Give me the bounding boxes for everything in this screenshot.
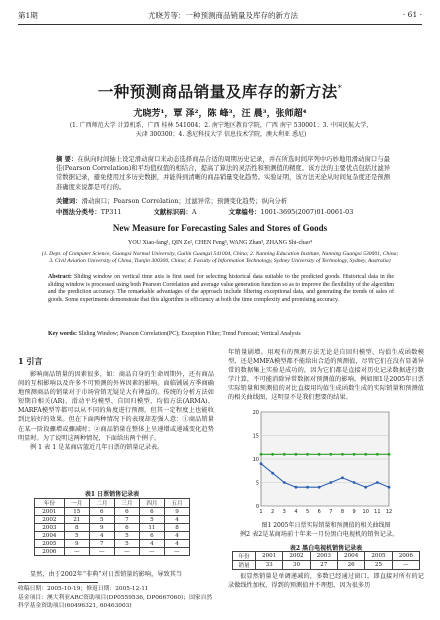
table-2-grid <box>232 551 420 570</box>
table-row <box>35 532 190 540</box>
table-cell: 25 <box>365 561 392 570</box>
table-cell: 9 <box>164 508 189 516</box>
authors-en: YOU Xiao-fang¹, QIN Ze², CHEN Feng³, WANG Zhan³, ZHANG Shi-chao⁴ <box>128 240 312 246</box>
table-cell: 26 <box>337 561 364 570</box>
table-cell: 8 <box>164 524 189 532</box>
table-cell: 7 <box>114 516 139 524</box>
table-row <box>35 548 190 556</box>
table-header-cell: 三月 <box>114 499 139 508</box>
table-1 <box>34 489 190 556</box>
affiliations-cn <box>46 122 396 139</box>
code-value: A <box>191 208 197 216</box>
data-point <box>318 453 321 456</box>
code-label: 文献标识码： <box>153 208 192 216</box>
table-header-cell: 五月 <box>164 499 189 508</box>
y-tick-label: 10 <box>252 457 259 463</box>
clc-value: TP311 <box>100 208 122 216</box>
clc-label: 中图法分类号： <box>56 208 101 216</box>
keywords-en-text: Sliding Window; Pearson Correlation(PC); Exception Filter; Trend Forecast; Vertical Analysis <box>78 331 301 337</box>
table-row <box>35 524 190 532</box>
keywords-label: 关键词： <box>56 197 82 205</box>
table-cell: — <box>139 548 164 556</box>
example-2-text: 例2 表2是某商场前十年来一月份黑白电视机的销售记录。 <box>240 531 399 538</box>
table-1-grid <box>34 498 190 556</box>
table-cell: 8 <box>64 524 89 532</box>
x-tick-label: 10 <box>362 509 369 515</box>
x-tick-label: 11 <box>374 509 381 515</box>
x-tick-label: 7 <box>329 509 333 515</box>
table-cell: 2004 <box>35 532 65 540</box>
table-cell: 5 <box>89 516 114 524</box>
data-point <box>283 453 286 456</box>
data-point <box>271 472 274 475</box>
table-cell: — <box>89 548 114 556</box>
figure-1-line-chart <box>245 406 395 518</box>
data-point <box>376 453 379 456</box>
table-cell: 2002 <box>35 516 65 524</box>
table-cell: 4 <box>164 516 189 524</box>
table-cell: 4 <box>164 540 189 548</box>
keywords-en-label: Key words: <box>48 331 77 337</box>
data-point <box>318 486 321 489</box>
data-point <box>306 486 309 489</box>
data-point <box>260 453 263 456</box>
footnote <box>18 585 214 611</box>
x-tick-label: 12 <box>385 509 393 515</box>
data-point <box>306 453 309 456</box>
abstract-text: 在纵向时间轴上设定滑动窗口来动态选择商品合适的周期历史记录，并在所选时间序列中巧妙地用滑动窗口与最佳(Pearson Correlation)和平均值权值的相结合，提高了算法的灵活性和预测值的精度。该方法的主要优点包括过滤异常数据记录，避免使用过多历史数据，并能得到清晰的商品销量变化趋势。实验证明，该方法无论从时间复杂度还是预测准确度来说都是可行的。 <box>56 156 390 191</box>
title-text: 一种预测商品销量及库存的新方法 <box>97 82 338 101</box>
table-header-cell: 年份 <box>233 552 256 561</box>
table-cell: 2005 <box>35 540 65 548</box>
table-row <box>35 516 190 524</box>
table-cell: 7 <box>89 540 114 548</box>
body-paragraph: 很显然销量是单调递减的，多数已经通过窗口，即直接对所有的记录做线性加权，得到的预测值并不理想，因为很多历 <box>228 573 424 590</box>
running-title: 尤晓芳等：一种预测商品销量及库存的新方法 <box>148 11 298 20</box>
table-cell: 33 <box>256 561 283 570</box>
right-column <box>228 348 424 403</box>
x-tick-label: 1 <box>259 509 263 515</box>
table-header-row <box>35 499 190 508</box>
table-header-cell: 2003 <box>310 552 337 561</box>
table-cell: 2003 <box>35 524 65 532</box>
table-header-cell: 2002 <box>283 552 310 561</box>
data-point <box>329 453 332 456</box>
data-point <box>388 453 391 456</box>
issue-number: 第1期 <box>18 11 38 20</box>
table-cell: 4 <box>139 540 164 548</box>
table-cell: 5 <box>139 516 164 524</box>
x-tick-label: 6 <box>317 509 321 515</box>
table-cell: 2006 <box>35 548 65 556</box>
abstract-en <box>48 274 394 304</box>
table-header-cell: 二月 <box>89 499 114 508</box>
table-cell: — <box>64 548 89 556</box>
abstract-en-text: Sliding window on vertical time axis is first used for selecting historical data suitable to the predicted goods. Historical data in the sliding window is processed using both Pearson Correlation and average value generation function so as to improve the flexibility of the algorithm and the prediction accuracy. The remarkable advantages of the approach include filtering exceptional data, and generating the trends of sales of goods. Some experiments demonstrate that this algorithm is efficiency at both the time complexity and promising accuracy. <box>48 274 394 303</box>
x-tick-label: 3 <box>282 509 286 515</box>
y-tick-label: 20 <box>252 410 259 416</box>
table-1-caption: 表1 日票销售记录表 <box>84 491 140 498</box>
data-point <box>353 453 356 456</box>
abstract-en-label: Abstract: <box>48 274 72 280</box>
table-row <box>233 561 420 570</box>
table-cell: — <box>114 548 139 556</box>
left-column <box>18 370 214 452</box>
data-point <box>341 476 344 479</box>
table-header-row <box>233 552 420 561</box>
table-cell: 6 <box>89 508 114 516</box>
table-cell: 5 <box>114 532 139 540</box>
x-tick-label: 5 <box>305 509 310 515</box>
table-header-cell: 2006 <box>392 552 419 561</box>
table-header-cell: 2001 <box>256 552 283 561</box>
table-cell: 5 <box>114 540 139 548</box>
table-cell: 11 <box>139 524 164 532</box>
body-paragraph: 年销量剧增。用观有的预测方法无论是自回归模型、均值生成函数模型，还是MMFA模型都不能给出合适的预测值，尽管它们在没有显著异常的数据集上实验是成功的，因为它们都是直接对历史记录数据进行数学计算，不可能消除异常数据对预测值的影响。例如图1是2005年日票实际销量和预测值的对比直接用均值生成函数生成的实际销量和预测值的相关曲线图，这明显不是我们想要的结果。 <box>228 349 424 402</box>
table-header-cell: 四月 <box>139 499 164 508</box>
x-tick-label: 4 <box>294 509 298 515</box>
x-tick-label: 2 <box>271 509 275 515</box>
data-point <box>376 481 379 484</box>
table-cell: 6 <box>139 508 164 516</box>
article-value: 1001-3695(2007)01-0061-03 <box>260 208 354 216</box>
table-cell: 4 <box>89 532 114 540</box>
table-2 <box>232 551 420 570</box>
data-point <box>260 462 263 465</box>
running-header <box>18 8 422 25</box>
data-point <box>364 486 367 489</box>
table-cell: 6 <box>114 508 139 516</box>
data-point <box>388 486 391 489</box>
data-point <box>353 481 356 484</box>
table-header-cell: 一月 <box>64 499 89 508</box>
data-point <box>329 481 332 484</box>
figure-1-caption: 图1 2005年日票实际销量和预测值的相关曲线图 <box>261 522 391 529</box>
fund-info: 基金项目：澳大利亚ARC资助项目(DP0559536, DP0667060)；国家自然科学基金资助项目(60496321, 60463003) <box>18 594 213 609</box>
classification-info <box>56 207 390 216</box>
table-cell: — <box>392 561 419 570</box>
data-point <box>295 486 298 489</box>
table-cell: 4 <box>164 532 189 540</box>
affiliation-line: (1. 广西师范大学 计算机系，广西 桂林 541004；2. 南宁地区教育学院，广西 南宁 530001；3. 中国民航大学， <box>69 122 373 129</box>
table-cell: 15 <box>64 508 89 516</box>
affiliations-en: (1. Dept. of Computer Science, Guangxi Normal University, Guilin Guangxi 541004, China; 2. Nanning Education Institute, Nanning Guangxi 530001, China; 3. Civil Aviation University of China, Tianjin 300300, China; 4. Faculty of Information Technology, Sydney University of Technology, Sydney, Australia) <box>41 251 399 265</box>
data-point <box>271 453 274 456</box>
abstract-cn <box>56 155 390 192</box>
article-label: 文章编号： <box>228 208 261 216</box>
table-cell: 2001 <box>35 508 65 516</box>
table-cell: 9 <box>64 540 89 548</box>
table-cell: 5 <box>64 532 89 540</box>
data-point <box>283 481 286 484</box>
table-header-cell: 2004 <box>337 552 364 561</box>
table-2-caption: 表2 黑白电视机销售记录表 <box>289 545 363 552</box>
abstract-label: 摘 要： <box>56 156 78 163</box>
title-footnote-mark: * <box>337 83 343 93</box>
x-tick-label: 8 <box>340 509 345 515</box>
table-row <box>35 540 190 548</box>
keywords-cn <box>56 196 287 205</box>
table-cell: 21 <box>64 516 89 524</box>
page-number: · 61 · <box>402 10 422 19</box>
data-point <box>295 453 298 456</box>
table-row-label: 销量 <box>233 561 256 570</box>
section-heading: 1 引言 <box>18 356 43 366</box>
table-header-cell: 2005 <box>365 552 392 561</box>
table-header-cell: 年份 <box>35 499 65 508</box>
body-paragraph: 影响商品销量的因素很多，如：商品自身的生命周期外，还有商品间的互相影响以及许多不可预测的外界因素的影响。面临铺展方季商确地预测商品的销量对于市场营销无疑是大有裨益的。传统的分析方法如短期自相关(AR)、滑动平均模型、自回归模型、均值方法(ARMA)、MARFA模型等都可以从不同的角度进行预测，但其一定程度上也能收到比较好的效果。但在下面两种情况下的表现却差强人意：①商品销量在某一阶段骤增或骤减时；②商品销量在整体上呈递增或递减变化趋势明显时。为了说明这两种情况，下面给出两个例子。 <box>18 371 214 442</box>
table-cell: 30 <box>283 561 310 570</box>
received-date: 收稿日期：2005-10-19；修返日期：2005-12-11 <box>18 586 149 592</box>
after-table-text: 显然，由于2002年“非典”对日票销量的影响，导致其当 <box>30 571 183 578</box>
table-row <box>35 508 190 516</box>
footnote-rule <box>18 582 98 583</box>
x-tick-label: 9 <box>352 509 356 515</box>
authors-cn: 尤晓芳¹，覃 泽²，陈 峰³，汪 晨³，张师超⁴ <box>133 109 307 119</box>
paper-title-en: New Measure for Forecasting Sales and Stores of Goods <box>112 223 328 233</box>
keywords-en <box>48 331 394 337</box>
keywords-text: 滑动窗口；Pearson Correlation；过滤异常；预测变化趋势；纵向分析 <box>81 197 288 205</box>
data-point <box>364 453 367 456</box>
y-tick-label: 0 <box>255 504 259 510</box>
table-cell: 9 <box>89 524 114 532</box>
example-1-text: 例 1 表 1 是某商店篮近几年日票的销量记录表。 <box>30 443 164 451</box>
table-cell: — <box>164 548 189 556</box>
data-point <box>341 453 344 456</box>
table-cell: 6 <box>114 524 139 532</box>
y-tick-label: 15 <box>252 433 259 440</box>
table-cell: 6 <box>139 532 164 540</box>
affiliation-line: 天津 300300；4. 悉尼科技大学 信息技术学院，澳大利亚 悉尼) <box>135 130 307 138</box>
table-cell: 27 <box>310 561 337 570</box>
y-tick-label: 5 <box>255 480 259 487</box>
paper-title-cn <box>0 80 440 102</box>
